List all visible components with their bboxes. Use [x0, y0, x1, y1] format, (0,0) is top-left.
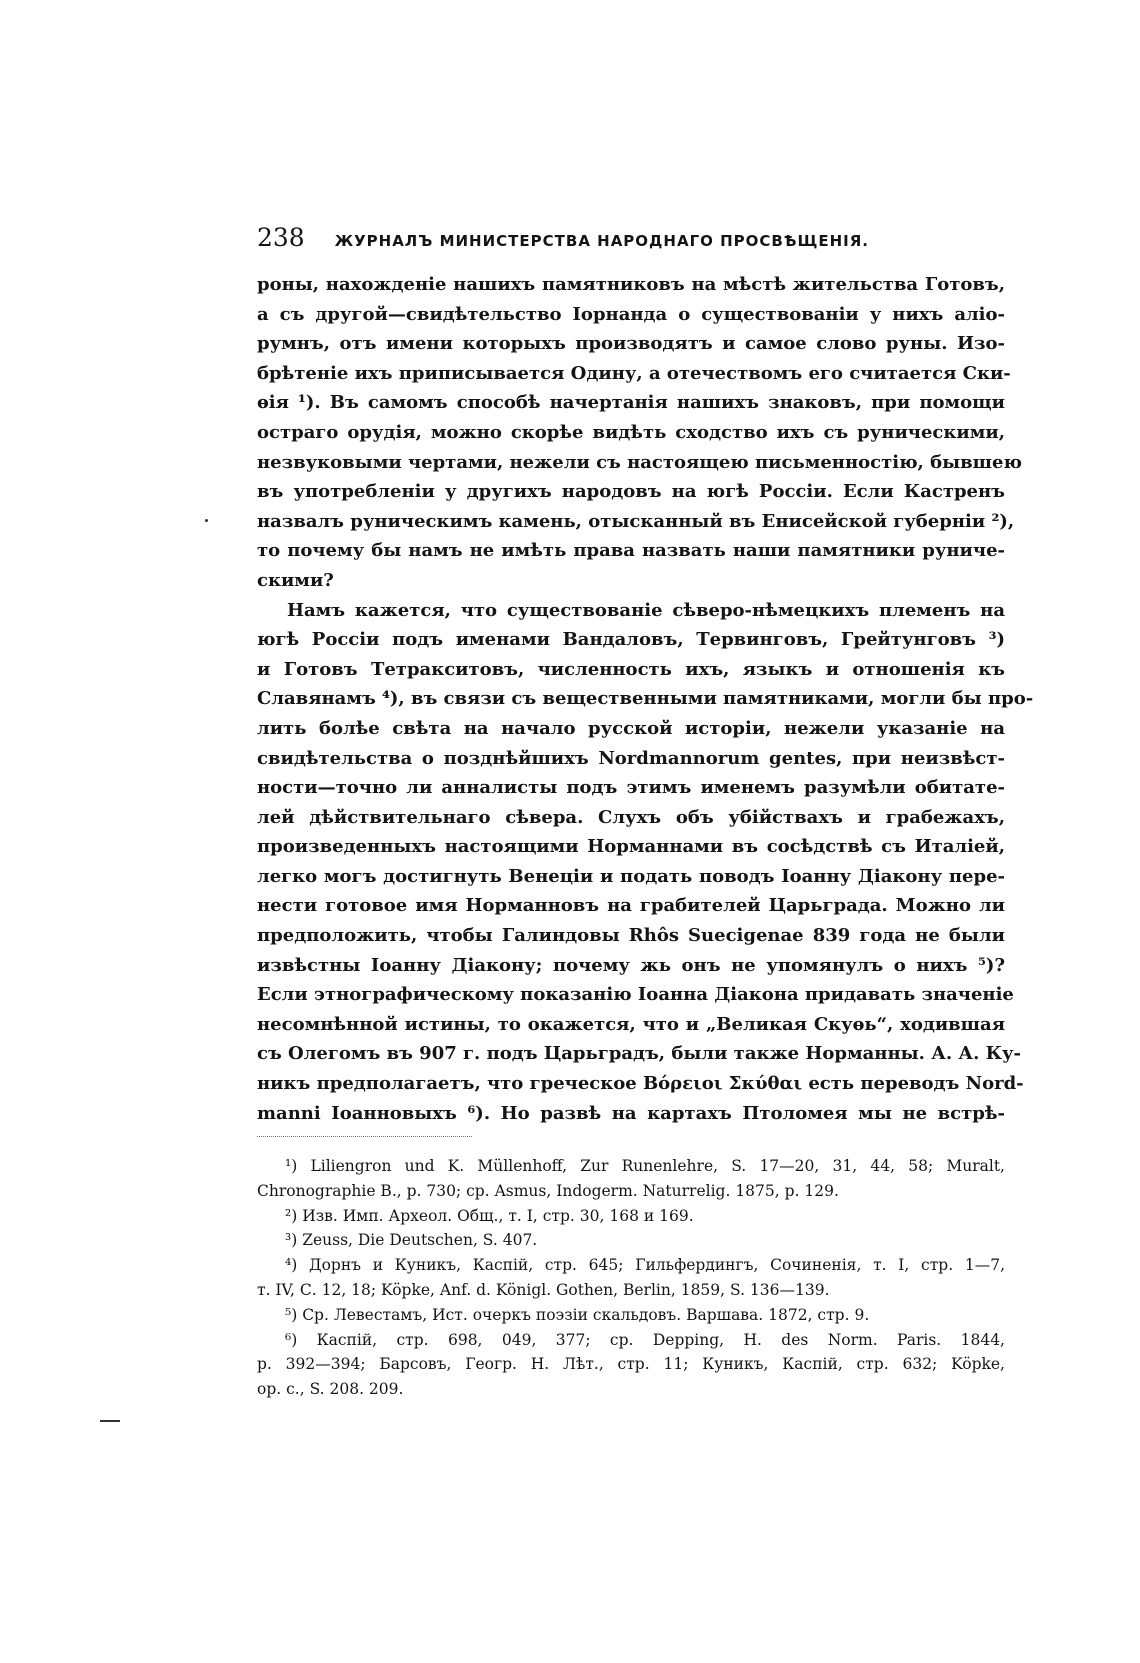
footnote-3	[257, 1228, 1005, 1253]
footnote-line: ⁴) Дорнъ и Куникъ, Каспій, стр. 645; Гильфердингъ, Сочиненія, т. I, стр. 1—7,	[285, 1256, 1005, 1275]
text-line: назвалъ руническимъ камень, отысканный въ Енисейской губерніи ²),	[257, 510, 1015, 532]
margin-speck	[205, 519, 208, 522]
text-line: Славянамъ ⁴), въ связи съ вещественными памятниками, могли бы про-	[257, 688, 1034, 710]
text-line: ѳія ¹). Въ самомъ способѣ начертанія нашихъ знаковъ, при помощи	[257, 392, 1005, 414]
footnote-line: op. c., S. 208. 209.	[257, 1380, 404, 1399]
footnote-line: Chronographie B., p. 730; ср. Asmus, Indogerm. Naturrelig. 1875, p. 129.	[257, 1181, 839, 1200]
text-line: брѣтеніе ихъ приписывается Одину, а отечествомъ его считается Ски-	[257, 362, 1011, 384]
footnote-line: ⁶) Каспій, стр. 698, 049, 377; ср. Depping, H. des Norm. Paris. 1844,	[285, 1330, 1005, 1349]
text-line: свидѣтельства о позднѣйшихъ Nordmannorum gentes, при неизвѣст-	[257, 747, 1005, 769]
text-line: и Готовъ Тетракситовъ, численность ихъ, языкъ и отношенія къ	[257, 658, 1005, 680]
text-line: manni Іоанновыхъ ⁶). Но развѣ на картахъ Птоломея мы не встрѣ-	[257, 1102, 1005, 1124]
text-line: незвуковыми чертами, нежели съ настоящею письменностію, бывшею	[257, 451, 1022, 473]
footnote-line: ⁵) Ср. Левестамъ, Ист. очеркъ поэзіи скальдовъ. Варшава. 1872, стр. 9.	[285, 1305, 870, 1324]
text-line: а съ другой—свидѣтельство Іорнанда о существованіи у нихъ аліо-	[257, 303, 1005, 325]
text-line: лить болѣе свѣта на начало русской исторіи, нежели указаніе на	[257, 717, 1005, 739]
footnote-2	[257, 1204, 1005, 1229]
page-number: 238	[257, 223, 305, 252]
text-line: несомнѣнной истины, то окажется, что и „Великая Скуѳь“, ходившая	[257, 1013, 1005, 1035]
page-header	[257, 223, 1005, 255]
footnote-1	[257, 1154, 1005, 1204]
text-line: остраго орудія, можно скорѣе видѣть сходство ихъ съ руническими,	[257, 421, 1005, 443]
document-page	[257, 0, 1034, 1663]
footnote-6	[257, 1328, 1005, 1402]
footnotes	[257, 1154, 1005, 1402]
text-line: роны, нахожденіе нашихъ памятниковъ на мѣстѣ жительства Готовъ,	[257, 274, 1005, 295]
footnote-4	[257, 1253, 1005, 1303]
text-line: съ Олегомъ въ 907 г. подъ Царьградъ, были также Норманны. А. А. Ку-	[257, 1043, 1021, 1065]
text-line: Намъ кажется, что существованіе сѣверо-нѣмецкихъ племенъ на	[287, 599, 1005, 621]
footnote-line: ¹) Liliengron und K. Müllenhoff, Zur Runenlehre, S. 17—20, 31, 44, 58; Muralt,	[285, 1157, 1005, 1175]
text-line: румнъ, отъ имени которыхъ производятъ и самое слово руны. Изо-	[257, 333, 1005, 355]
footnote-line: p. 392—394; Барсовъ, Геогр. Н. Лѣт., стр. 11; Куникъ, Каспій, стр. 632; Köpke,	[257, 1355, 1005, 1374]
text-line: произведенныхъ настоящими Норманнами въ сосѣдствѣ съ Италіей,	[257, 836, 1005, 858]
text-line: извѣстны Іоанну Діакону; почему жь онъ не упомянулъ о нихъ ⁵)?	[257, 954, 1005, 976]
text-line: ности—точно ли анналисты подъ этимъ именемъ разумѣли обитате-	[257, 777, 1005, 799]
text-line: никъ предполагаетъ, что греческое Βόρειοι Σκύθαι есть переводъ Nord-	[257, 1073, 1024, 1095]
footnote-line: ²) Изв. Имп. Археол. Общ., т. I, стр. 30, 168 и 169.	[285, 1206, 694, 1225]
paragraph-2	[257, 596, 1034, 1129]
body-text	[257, 270, 1034, 1128]
text-line: легко могъ достигнуть Венеціи и подать поводъ Іоанну Діакону пере-	[257, 865, 1005, 887]
footnote-line: т. IV, С. 12, 18; Köpke, Anf. d. Königl. Gothen, Berlin, 1859, S. 136—139.	[257, 1280, 830, 1299]
margin-dash-mark	[100, 1420, 120, 1422]
running-title: ЖУРНАЛЪ МИНИСТЕРСТВА НАРОДНАГО ПРОСВѢЩЕНІЯ.	[334, 232, 869, 250]
text-line: нести готовое имя Норманновъ на грабителей Царьграда. Можно ли	[257, 895, 1005, 917]
text-line: то почему бы намъ не имѣть права назвать наши памятники руниче-	[257, 540, 1005, 562]
text-line: югѣ Россіи подъ именами Вандаловъ, Тервинговъ, Грейтунговъ ³)	[257, 629, 1005, 651]
text-line: Если этнографическому показанію Іоанна Діакона придавать значеніе	[257, 984, 1014, 1006]
footnote-line: ³) Zeuss, Die Deutschen, S. 407.	[285, 1231, 538, 1250]
text-line: предположить, чтобы Галиндовы Rhôs Suecigenae 839 года не были	[257, 925, 1005, 947]
footnote-separator	[257, 1136, 472, 1137]
paragraph-1	[257, 270, 1022, 596]
footnote-5	[257, 1303, 1005, 1328]
text-line: скими?	[257, 569, 334, 591]
text-line: въ употребленіи у другихъ народовъ на югѣ Россіи. Если Кастренъ	[257, 481, 1005, 503]
text-line: лей дѣйствительнаго сѣвера. Слухъ объ убійствахъ и грабежахъ,	[257, 806, 1005, 828]
